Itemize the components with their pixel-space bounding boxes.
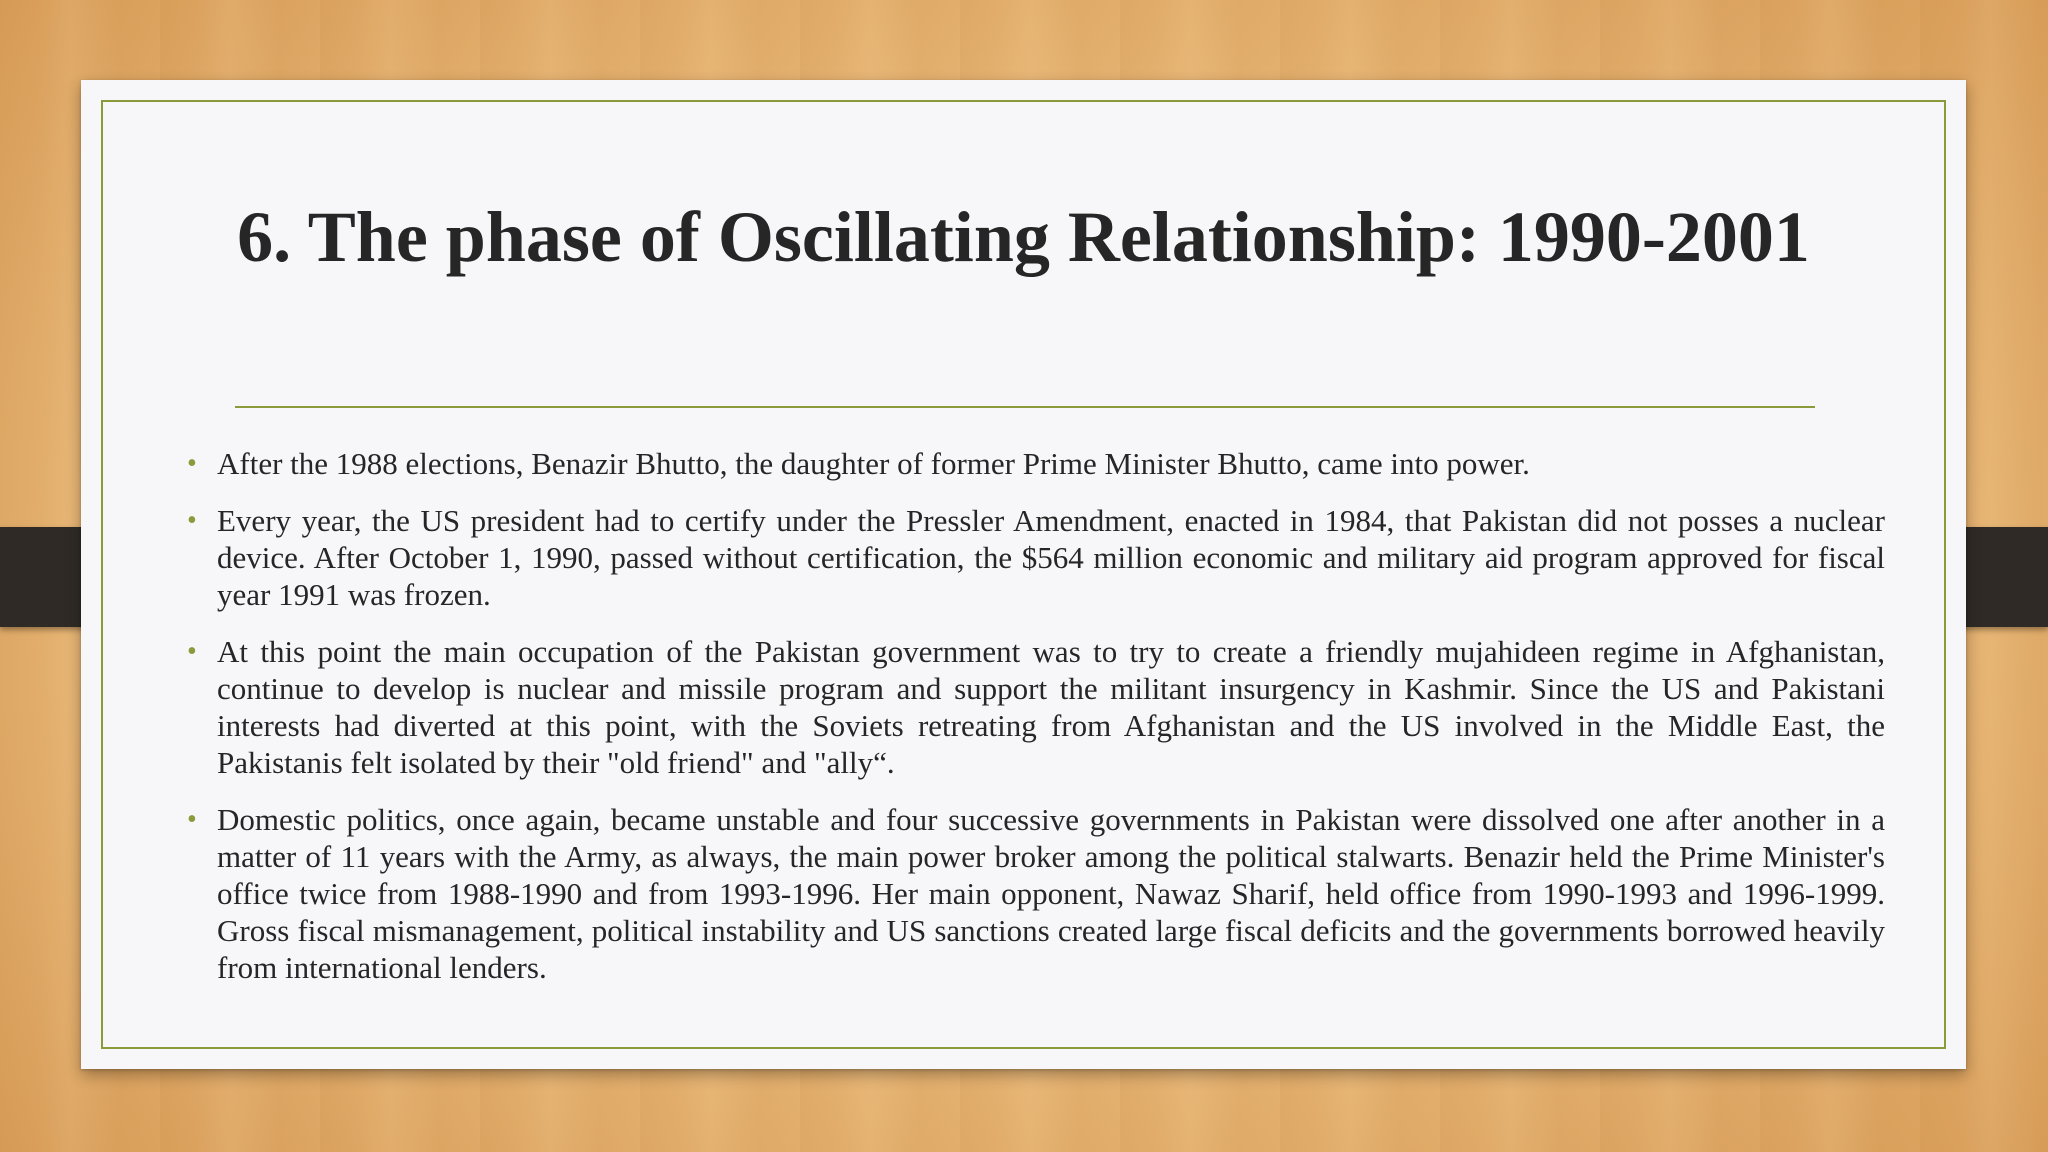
bullet-text: Domestic politics, once again, became unstable and four successive governments in Pakistan were dissolved one after another in a matter of 11 years with the Army, as always, the main power broker among the political stalwarts. Benazir held the Prime Minister's office twice from 1988-1990 and from 1993-1996. Her main opponent, Nawaz Sharif, held office from 1990-1993 and 1996-1999. Gross fiscal mismanagement, political instability and US sanctions created large fiscal deficits and the governments borrowed heavily from international lenders. — [217, 802, 1885, 985]
title-divider — [235, 406, 1815, 408]
bullet-list — [181, 445, 1966, 1006]
bullet-icon: • — [187, 804, 197, 835]
bullet-icon: • — [187, 636, 197, 667]
bullet-item — [181, 502, 1885, 613]
slide-title: 6. The phase of Oscillating Relationship: 1990-2001 — [237, 197, 1810, 277]
bullet-text: After the 1988 elections, Benazir Bhutto, the daughter of former Prime Minister Bhutto, came into power. — [217, 446, 1530, 481]
bullet-item — [181, 801, 1885, 986]
bullet-icon: • — [187, 505, 197, 536]
slide — [81, 80, 1966, 1069]
bullet-item — [181, 633, 1885, 781]
bullet-icon: • — [187, 448, 197, 479]
bullet-text: Every year, the US president had to certify under the Pressler Amendment, enacted in 1984, that Pakistan did not posses a nuclear device. After October 1, 1990, passed without certification, the $564 million economic and military aid program approved for fiscal year 1991 was frozen. — [217, 503, 1885, 612]
bullet-item — [181, 445, 1885, 482]
bullet-text: At this point the main occupation of the Pakistan government was to try to create a friendly mujahideen regime in Afghanistan, continue to develop is nuclear and missile program and support the militant insurgency in Kashmir. Since the US and Pakistani interests had diverted at this point, with the Soviets retreating from Afghanistan and the US involved in the Middle East, the Pakistanis felt isolated by their "old friend" and "ally“. — [217, 634, 1885, 780]
